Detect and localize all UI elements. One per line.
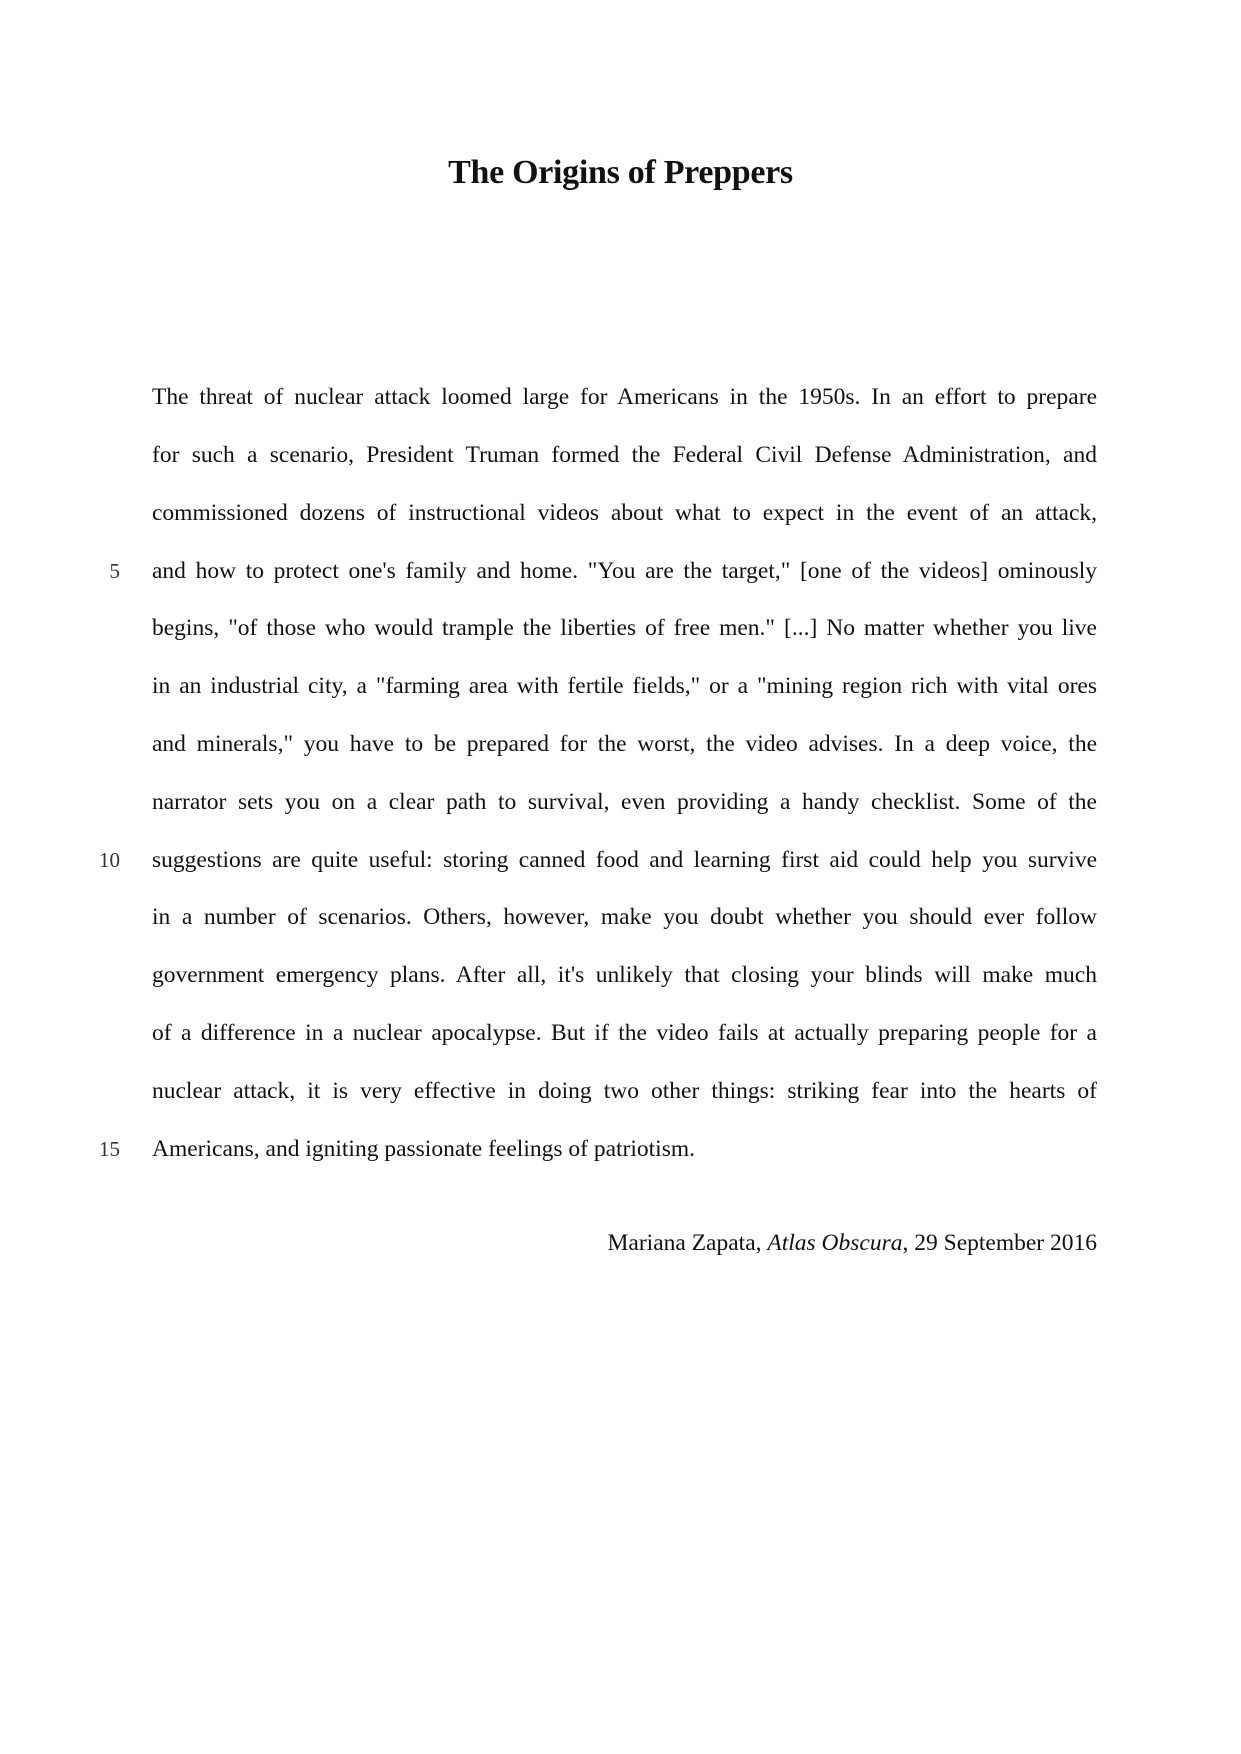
passage-line-2: for such a scenario, President Truman formed the Federal Civil Defense Administration, and [152,442,1097,468]
passage-line-3: commissioned dozens of instructional videos about what to expect in the event of an attack, [152,500,1097,526]
passage-line-6: in an industrial city, a "farming area with fertile fields," or a "mining region rich with vital ores [152,673,1097,699]
source-citation [152,1214,1097,1272]
passage-line-12: of a difference in a nuclear apocalypse. But if the video fails at actually preparing people for a [152,1020,1097,1046]
passage-line-13: nuclear attack, it is very effective in doing two other things: striking fear into the hearts of [152,1078,1097,1104]
source-date: , 29 September 2016 [902,1230,1097,1256]
document-title: The Origins of Preppers [448,154,793,191]
line-number-5: 5 [109,559,120,583]
line-number-10: 10 [99,848,120,872]
line-number-15: 15 [99,1137,120,1161]
passage-line-7: and minerals," you have to be prepared for the worst, the video advises. In a deep voice, the [152,731,1097,757]
source-author: Mariana Zapata, [607,1230,768,1256]
passage-line-8: narrator sets you on a clear path to survival, even providing a handy checklist. Some of the [152,789,1097,815]
passage-line-9: suggestions are quite useful: storing canned food and learning first aid could help you survive [152,847,1097,873]
passage-line-10: in a number of scenarios. Others, however, make you doubt whether you should ever follow [152,904,1097,930]
passage-line-5: begins, "of those who would trample the liberties of free men." [...] No matter whether you live [152,615,1097,641]
passage-line-1: The threat of nuclear attack loomed large for Americans in the 1950s. In an effort to prepare [152,384,1097,410]
source-publication: Atlas Obscura [767,1230,903,1256]
passage-line-14: Americans, and igniting passionate feelings of patriotism. [152,1136,695,1162]
passage-line-4: and how to protect one's family and home. "You are the target," [one of the videos] ominously [152,558,1097,584]
passage-line-11: government emergency plans. After all, it's unlikely that closing your blinds will make much [152,962,1097,988]
